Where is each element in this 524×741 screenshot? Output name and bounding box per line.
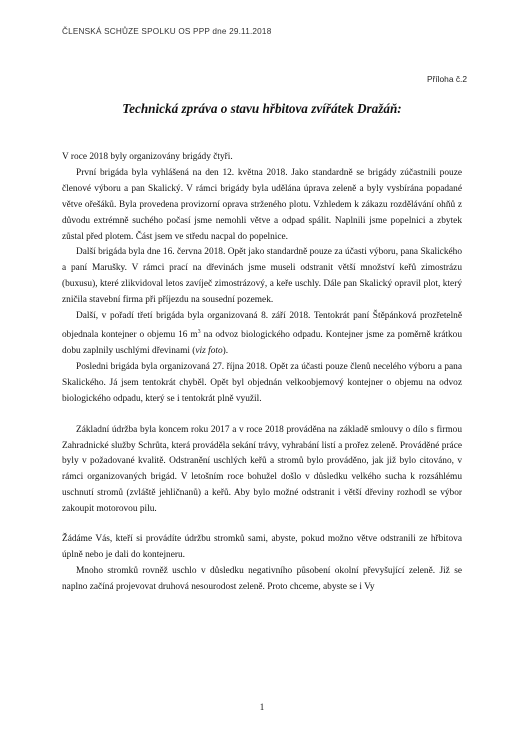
third-brigade-text-after: ). — [222, 345, 229, 356]
third-brigade-text-middle: na odvoz biologického odpadu. Kontejner jsme za poměrně krátkou dobu zaplnily uschlými dřevinami ( — [62, 330, 462, 356]
page-header: ČLENSKÁ SCHŮZE SPOLKU OS PPP dne 29.11.2018 — [62, 27, 272, 36]
request-paragraph: Žádáme Vás, kteří si provádíte údržbu stromků sami, abyste, pokud možno větve odstranili ze hřbitova úplně nebo je dali do kontejneru. — [62, 534, 462, 560]
page-number: 1 — [259, 702, 265, 712]
third-brigade-paragraph — [62, 309, 462, 360]
intro-paragraph: V roce 2018 byly organizovány brigády čtyři. — [62, 152, 233, 162]
document-title: Technická zpráva o stavu hřbitova zvířátek Dražáň: — [122, 101, 402, 116]
maintenance-paragraph: Základní údržba byla koncem roku 2017 a v roce 2018 prováděna na základě smlouvy o dílo s firmou Zahradnické služby Schrůta, která prováděla sekání trávy, vyhrabání listí a prořez zeleně. Prováděné práce byly v požadované kvalitě. Odstranění uschlých keřů a stromů bylo prováděno, jak již bylo citováno, v rámci organizovaných brigád. V letošním roce bohužel došlo v důsledku velkého sucha k rozsáhlému uschnutí stromů (zvláště jehličnanů) a keřů. Aby bylo možné odstranit i větší dřeviny rozhodl se výbor zakoupit motorovou pilu. — [62, 424, 462, 515]
attachment-label: Příloha č.2 — [426, 74, 467, 84]
first-brigade-paragraph: První brigáda byla vyhlášená na den 12. května 2018. Jako standardně se brigády zúčastnili pouze členové výboru a pan Skalický. V rámci brigády byla udělána úprava zeleně a byly vysbírána popadané větve ořešáků. Byla provedena provizorní oprava strženého plotu. Vzhledem k zákazu rozdělávání ohňů z důvodu extrémně suchého počasí jsme nemohli větve a odpad spálit. Naplnili jsme popelnici a zbytek zůstal před plotem. Část jsem ve středu nacpal do popelnice. — [62, 167, 462, 242]
trees-paragraph: Mnoho stromků rovněž uschlo v důsledku negativního působení okolní převyšující zeleně. Již se naplno začíná projevovat druhová nesourodost zeleně. Proto chceme, abyste se i Vy — [62, 565, 462, 592]
photo-reference: viz foto — [195, 345, 223, 356]
third-brigade-text-before: Další, v pořadí třetí brigáda byla organizovaná 8. září 2018. Tentokrát paní Štěpánková prozřetelně objednala kontejner o objemu 16 m — [62, 311, 462, 341]
last-brigade-paragraph: Posledni brigáda byla organizovaná 27. října 2018. Opět za účasti pouze členů necelého výboru a pana Skalického. Já jsem tentokrát chyběl. Opět byl objednán velkoobjemový kontejner o objemu na odvoz biologického odpadu, který se i tentokrát plně využil. — [62, 361, 462, 404]
cubic-superscript: 3 — [197, 328, 201, 335]
document-body — [62, 150, 462, 596]
second-brigade-paragraph: Další brigáda byla dne 16. června 2018. Opět jako standardně pouze za účasti výboru, pana Skalického a paní Marušky. V rámci prací na dřevinách jsme museli odstranit větší množství keřů zimostrázu (buxusu), které zlikvidoval letos zavíječ zimostrázový, a keře uschly. Dále pan Skalický opravil plot, který zničila stavební firma při příjezdu na sousední pozemek. — [62, 247, 462, 306]
